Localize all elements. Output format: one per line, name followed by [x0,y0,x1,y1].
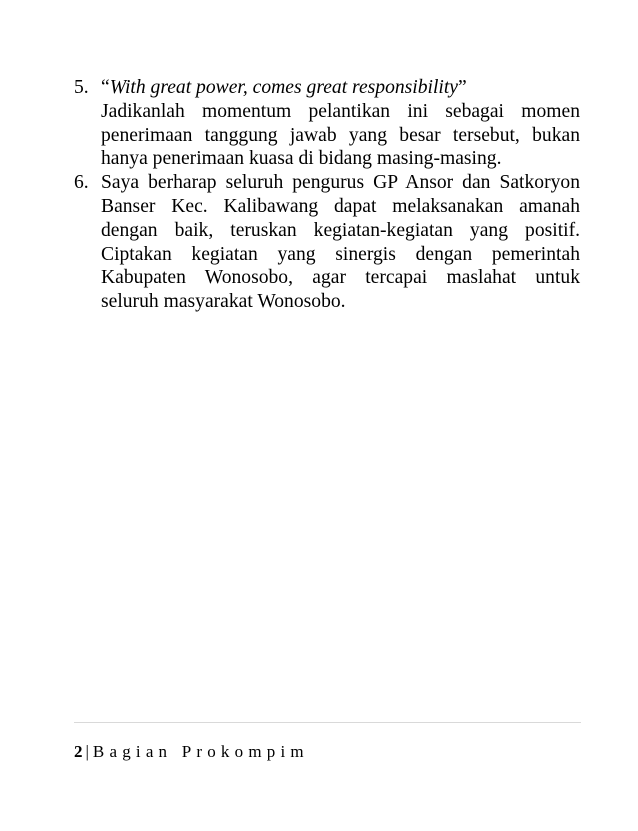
list-item-5 [74,76,580,171]
paragraph-line: Kabupaten Wonosobo, agar tercapai maslahat untuk [101,267,580,289]
paragraph-line: Saya berharap seluruh pengurus GP Ansor dan Satkoryon [101,172,580,194]
quote-line [101,76,580,100]
paragraph-line: Ciptakan kegiatan yang sinergis dengan pemerintah [101,243,580,265]
list-item-6 [74,171,580,314]
quote-text: With great power, comes great responsibility [109,77,459,98]
open-quote: “ [101,77,110,98]
paragraph-line: hanya penerimaan kuasa di bidang masing-masing. [101,148,502,170]
paragraph-line: dengan baik, teruskan kegiatan-kegiatan yang positif. [101,219,580,241]
footer-separator: | [85,742,89,761]
footer-section-title: Bagian Prokompim [92,742,309,761]
footer-divider [74,722,581,723]
list-item-number: 5. [74,77,89,98]
list-item-number: 6. [74,172,89,194]
paragraph-line: seluruh masyarakat Wonosobo. [101,291,346,313]
paragraph-line: Banser Kec. Kalibawang dapat melaksanakan amanah [101,195,580,217]
page-number: 2 [74,742,83,761]
numbered-list [74,76,580,314]
close-quote: ” [458,77,467,98]
paragraph-line: Jadikanlah momentum pelantikan ini sebagai momen [101,100,580,122]
paragraph-line: penerimaan tanggung jawab yang besar tersebut, bukan [101,124,580,146]
page-footer [74,742,309,762]
